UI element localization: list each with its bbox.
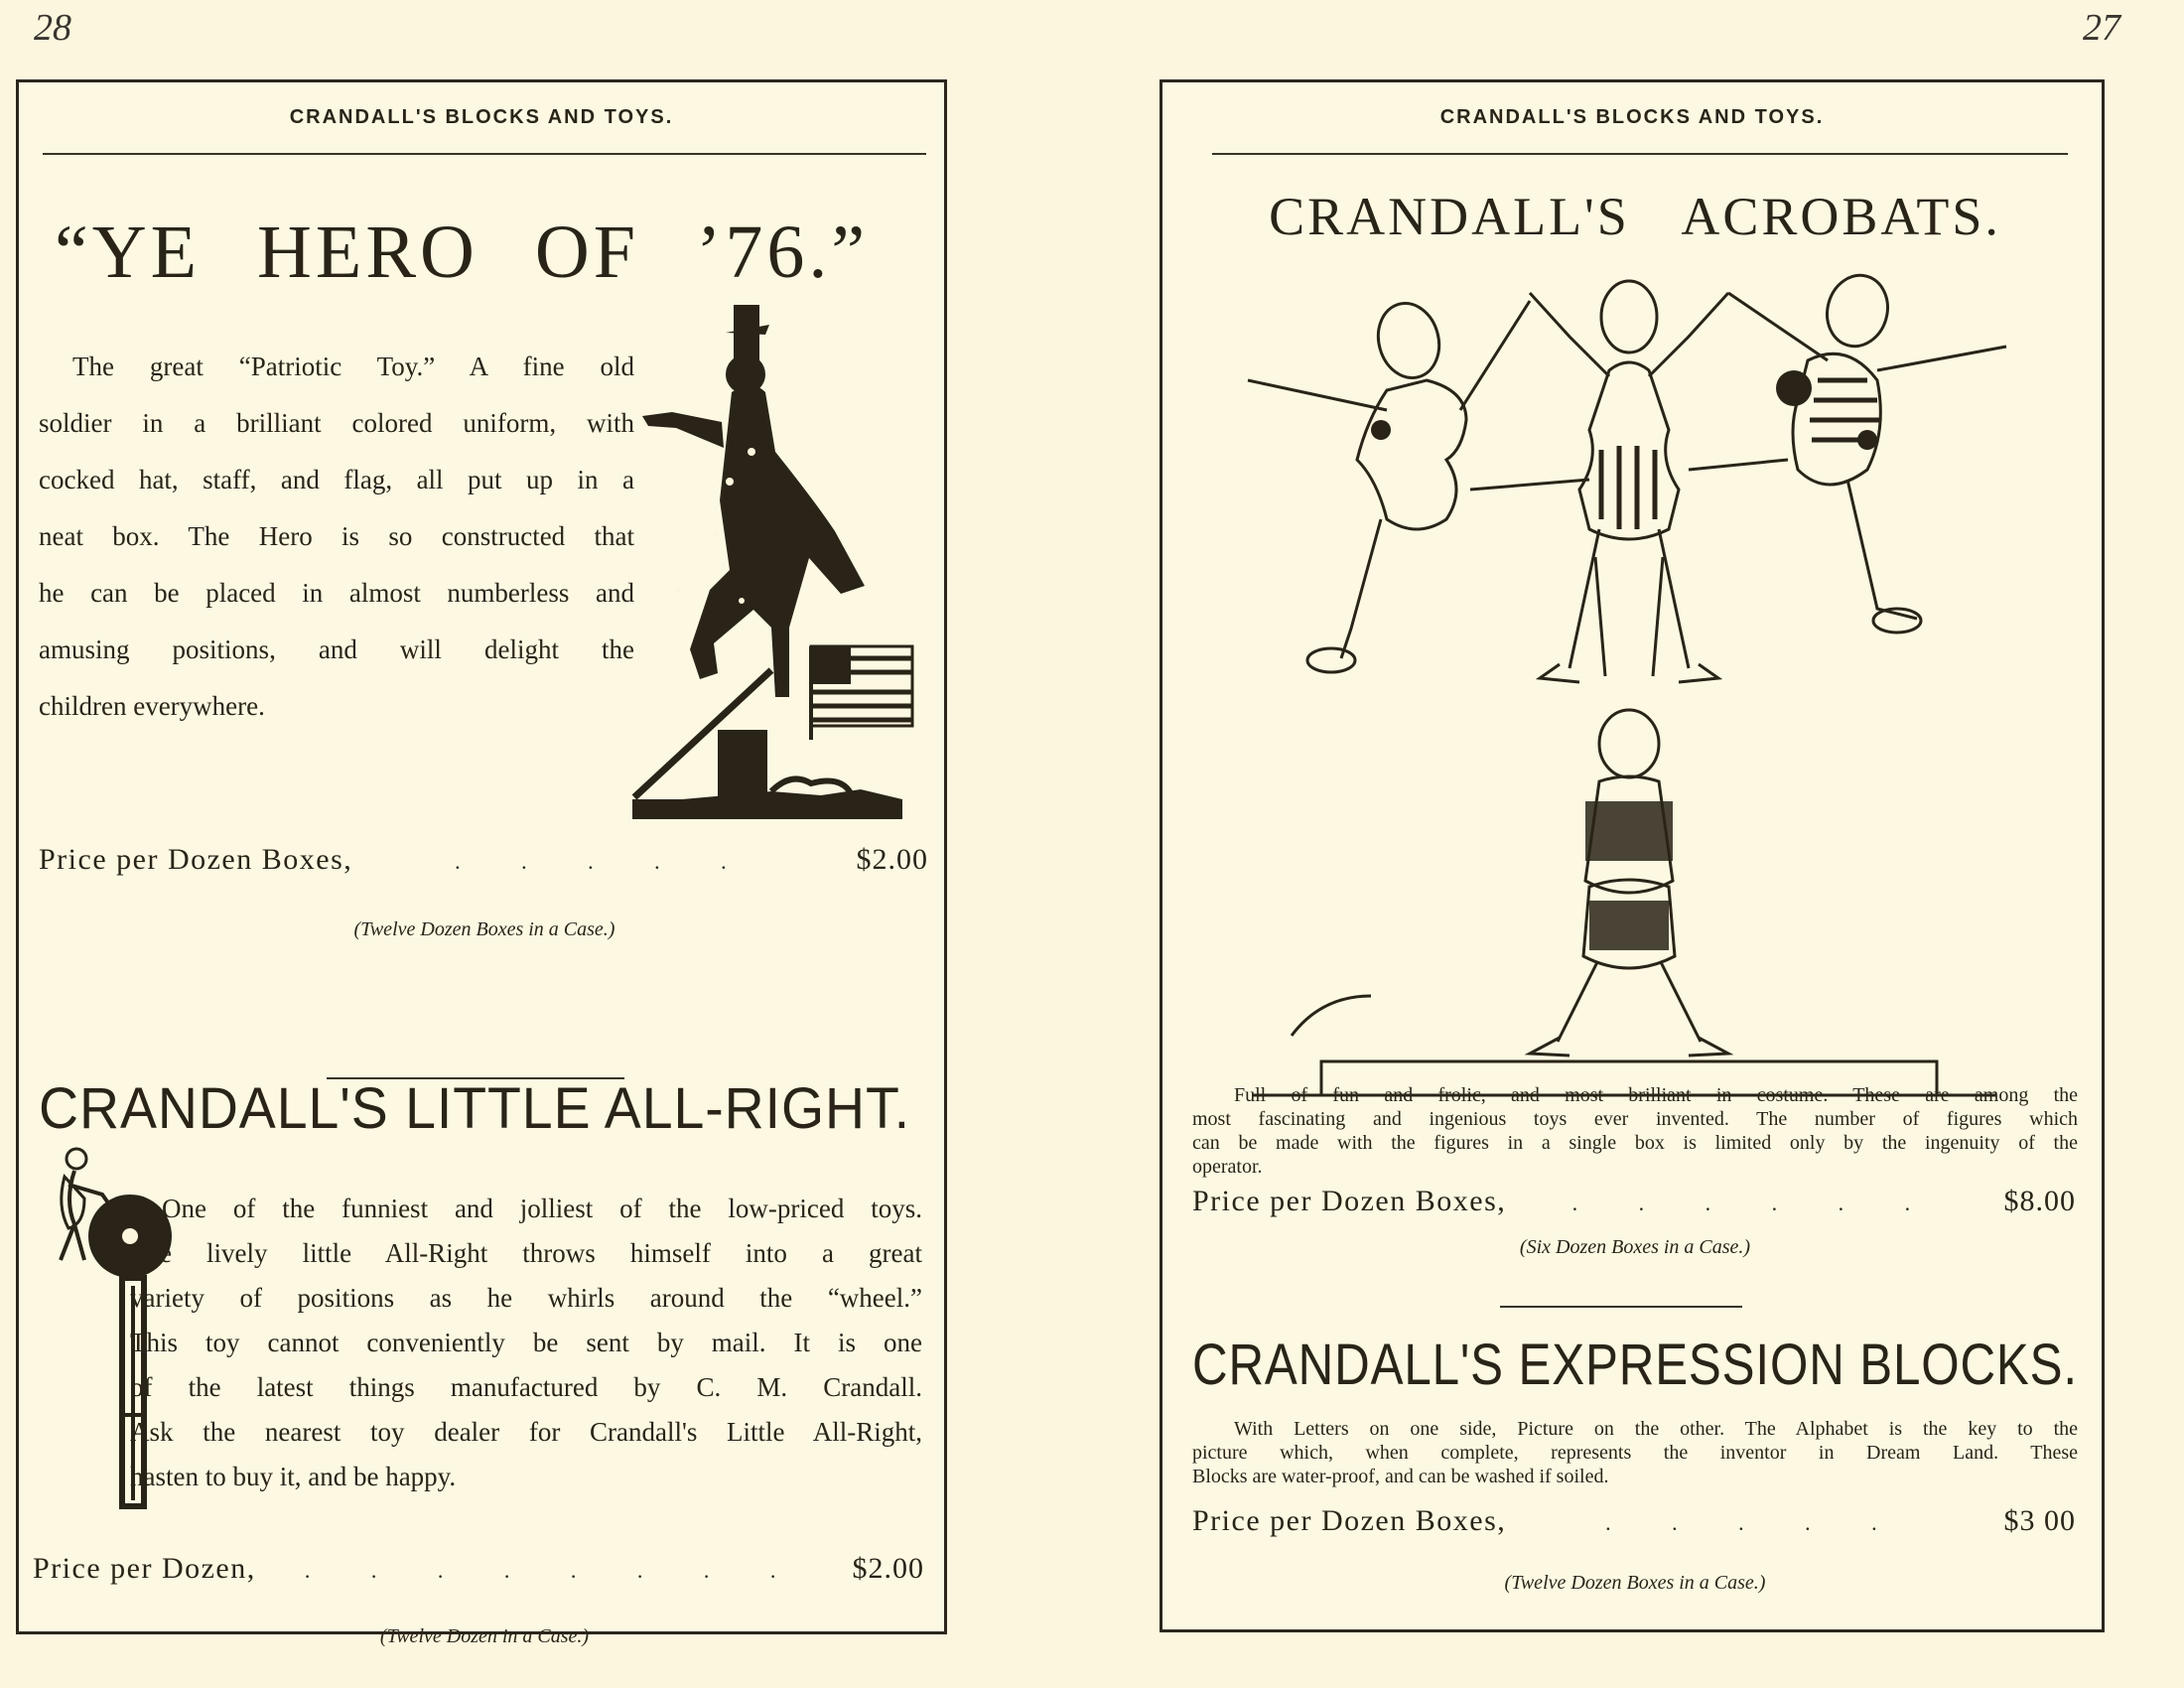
hero-line: amusing positions, and will delight the xyxy=(39,634,634,664)
hero-line: neat box. The Hero is so constructed that xyxy=(39,521,634,551)
expression-line: picture which, when complete, represents the inventor in Dream Land. These xyxy=(1192,1442,2078,1464)
section-divider-right xyxy=(1500,1306,1742,1308)
all-right-line: This toy cannot conveniently be sent by mail. It is one xyxy=(130,1328,922,1357)
expression-price-label: Price per Dozen Boxes, xyxy=(1192,1504,1507,1537)
head-rule-left xyxy=(43,153,926,155)
expression-price: $3 00 xyxy=(2003,1504,2076,1537)
acrobats-title: CRANDALL'S ACROBATS. xyxy=(1269,187,2001,246)
expression-description xyxy=(1192,1417,2078,1488)
all-right-line: hasten to buy it, and be happy. xyxy=(130,1462,457,1491)
hero-line: children everywhere. xyxy=(39,691,265,721)
all-right-price: $2.00 xyxy=(852,1552,924,1585)
head-rule-right xyxy=(1212,153,2068,155)
acrobats-price-line xyxy=(1192,1185,2076,1218)
hero-note: (Twelve Dozen Boxes in a Case.) xyxy=(353,918,615,940)
acrobats-price-label: Price per Dozen Boxes, xyxy=(1192,1185,1507,1217)
acrobats-note: (Six Dozen Boxes in a Case.) xyxy=(1519,1236,1751,1258)
running-head-right: CRANDALL'S BLOCKS AND TOYS. xyxy=(1439,106,1825,128)
all-right-price-line xyxy=(33,1552,924,1586)
all-right-line: Ask the nearest toy dealer for Crandall's Little All-Right, xyxy=(130,1417,922,1447)
all-right-title: CRANDALL'S LITTLE ALL-RIGHT. xyxy=(39,1076,911,1141)
all-right-note: (Twelve Dozen in a Case.) xyxy=(379,1625,590,1647)
expression-line: Blocks are water-proof, and can be washed if soiled. xyxy=(1192,1466,1609,1487)
hero-description xyxy=(39,339,634,735)
hero-title: “YE HERO OF ’76.” xyxy=(55,211,870,294)
expression-price-dots: . . . . . xyxy=(1605,1510,1905,1535)
acrobats-price-dots: . . . . . . xyxy=(1571,1191,1939,1215)
all-right-line: One of the funniest and jolliest of the low-priced toys. xyxy=(162,1194,922,1223)
all-right-description xyxy=(130,1187,922,1499)
hero-soldier-illustration xyxy=(622,303,920,829)
all-right-line: variety of positions as he whirls around the “wheel.” xyxy=(130,1283,922,1313)
acrobats-illustration xyxy=(1232,271,2026,1095)
acrobats-description xyxy=(1192,1083,2078,1179)
all-right-price-dots: . . . . . . . . xyxy=(304,1558,804,1583)
expression-line: With Letters on one side, Picture on the other. The Alphabet is the key to the xyxy=(1234,1418,2078,1440)
right-page-panel xyxy=(1160,79,2105,1632)
acrobats-line: can be made with the figures in a single box is limited only by the ingenuity of the xyxy=(1192,1132,2078,1154)
running-head-left: CRANDALL'S BLOCKS AND TOYS. xyxy=(289,106,674,128)
page-number-right: 27 xyxy=(2083,7,2120,49)
all-right-price-label: Price per Dozen, xyxy=(33,1552,256,1585)
acrobats-line: most fascinating and ingenious toys ever invented. The number of figures which xyxy=(1192,1108,2078,1130)
acrobats-line: operator. xyxy=(1192,1156,1263,1178)
all-right-line: The lively little All-Right throws himself into a great xyxy=(130,1238,922,1268)
expression-note: (Twelve Dozen Boxes in a Case.) xyxy=(1504,1572,1766,1594)
hero-line: The great “Patriotic Toy.” A fine old xyxy=(72,352,634,381)
expression-title: CRANDALL'S EXPRESSION BLOCKS. xyxy=(1192,1333,2078,1397)
page-number-left: 28 xyxy=(34,7,71,49)
hero-line: cocked hat, staff, and flag, all put up in a xyxy=(39,465,634,494)
hero-price: $2.00 xyxy=(856,843,928,876)
left-page-panel xyxy=(16,79,947,1647)
acrobats-line: Full of fun and frolic, and most brilliant in costume. These are among the xyxy=(1234,1084,2078,1106)
hero-price-dots: . . . . . xyxy=(455,849,754,874)
hero-price-line xyxy=(39,843,928,877)
hero-line: he can be placed in almost numberless and xyxy=(39,578,634,608)
all-right-line: of the latest things manufactured by C. M. Crandall. xyxy=(130,1372,922,1402)
hero-line: soldier in a brilliant colored uniform, with xyxy=(39,408,634,438)
acrobats-price: $8.00 xyxy=(2003,1185,2076,1217)
hero-price-label: Price per Dozen Boxes, xyxy=(39,843,353,876)
expression-price-line xyxy=(1192,1504,2076,1538)
